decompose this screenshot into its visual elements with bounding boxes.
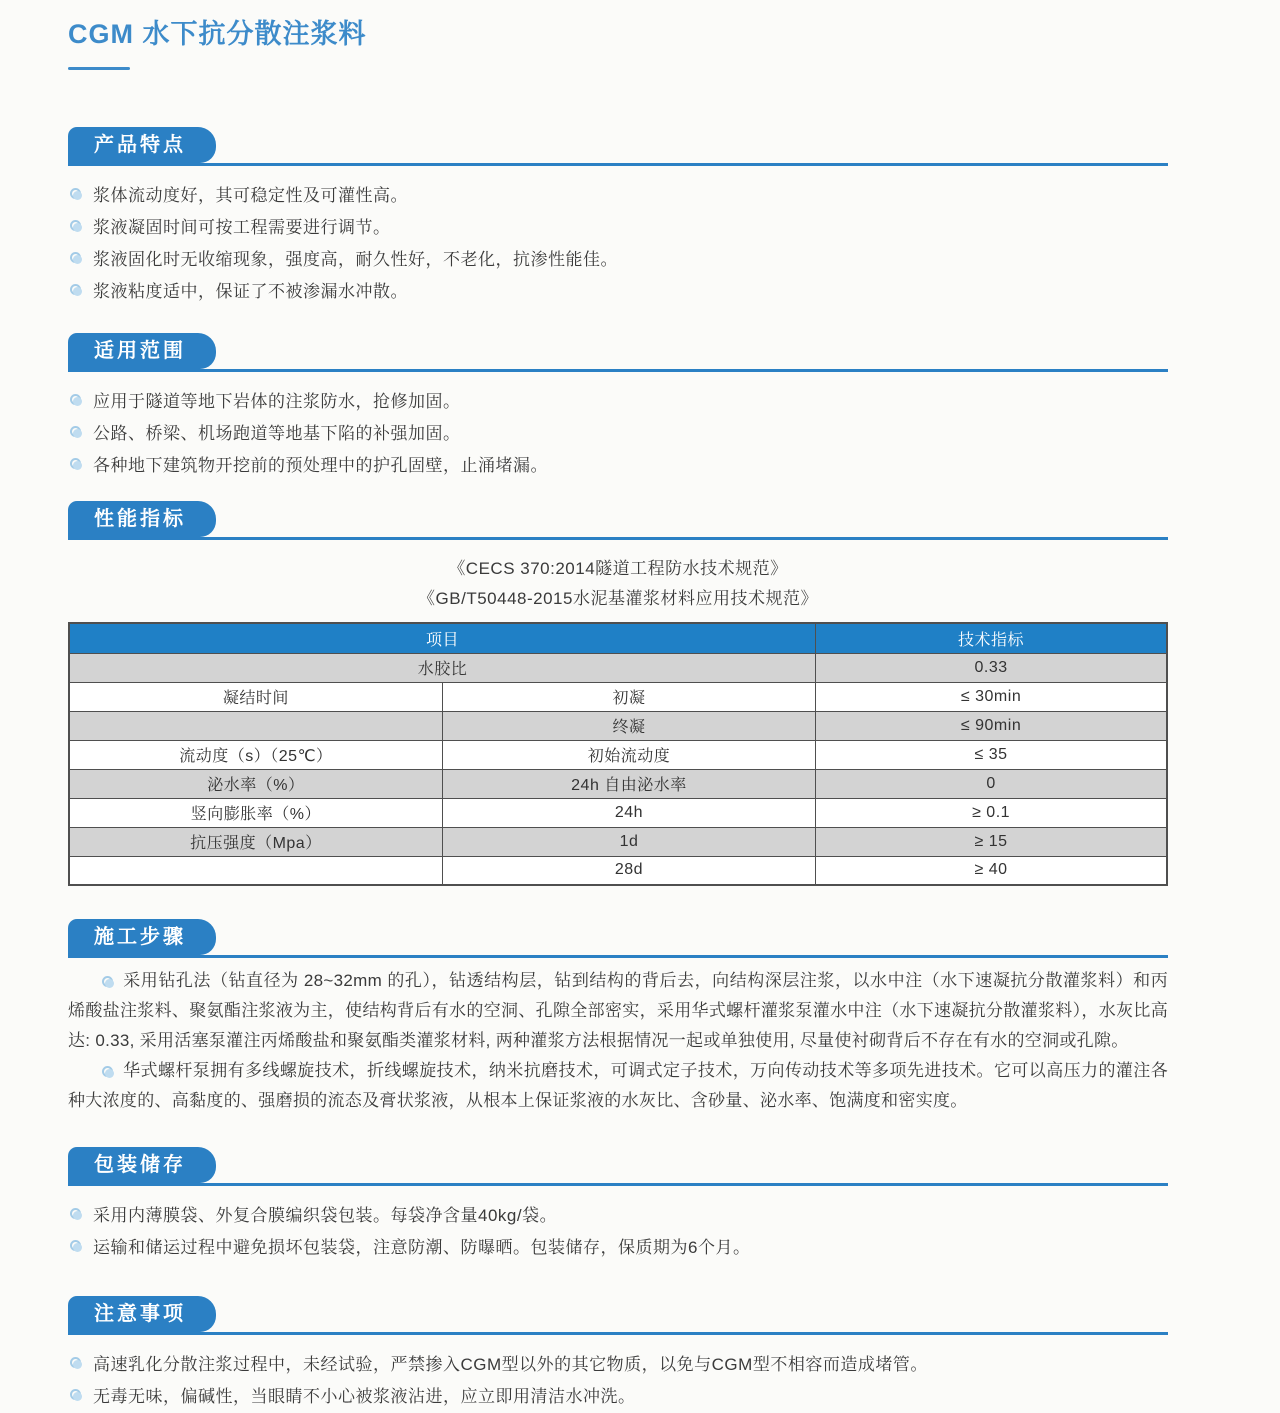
steps-paragraph [68,966,1168,1056]
bullet-icon [102,1066,113,1077]
table-cell: 抗压强度（Mpa） [69,827,442,856]
table-row [69,798,1167,827]
section-header-performance [68,501,1168,540]
bullet-icon [102,976,113,987]
steps-paragraph [68,1056,1168,1116]
bullet-icon [70,426,81,437]
section-heading: 产品特点 [94,134,186,156]
table-header-cell: 技术指标 [816,623,1167,653]
bullet-icon [70,284,81,295]
list-item-text: 浆液固化时无收缩现象，强度高，耐久性好，不老化，抗渗性能佳。 [93,250,618,269]
section-tab-notes [68,1296,216,1332]
table-cell: 终凝 [442,711,815,740]
section-heading: 施工步骤 [94,926,186,948]
table-cell [69,856,442,885]
list-item-text: 采用内薄膜袋、外复合膜编织袋包装。每袋净含量40kg/袋。 [93,1206,558,1225]
standards-references [68,554,1168,614]
datasheet-page [68,0,1168,1413]
list-item [68,276,1168,308]
table-row [69,740,1167,769]
table-header-cell: 项目 [69,623,816,653]
table-header-row [69,623,1167,653]
steps-paragraphs [68,966,1168,1116]
table-cell: 初凝 [442,682,815,711]
section-heading: 适用范围 [94,340,186,362]
scope-list [68,386,1168,482]
table-cell: ≤ 90min [816,711,1167,740]
features-list [68,180,1168,308]
section-header-packaging [68,1147,1168,1186]
table-cell: 24h 自由泌水率 [442,769,815,798]
table-row [69,653,1167,682]
packaging-list [68,1200,1168,1264]
table-cell: ≥ 0.1 [816,798,1167,827]
list-item [68,418,1168,450]
bullet-icon [70,252,81,263]
list-item-text: 浆体流动度好，其可稳定性及可灌性高。 [93,186,408,205]
section-header-notes [68,1296,1168,1335]
list-item [68,244,1168,276]
title-underline [68,67,130,70]
section-tab-scope [68,333,216,369]
list-item [68,1381,1168,1413]
list-item-text: 浆液凝固时间可按工程需要进行调节。 [93,218,391,237]
table-row [69,856,1167,885]
list-item [68,180,1168,212]
bullet-icon [70,220,81,231]
bullet-icon [70,1208,81,1219]
table-cell: 初始流动度 [442,740,815,769]
paragraph-text: 华式螺杆泵拥有多线螺旋技术，折线螺旋技术，纳米抗磨技术，可调式定子技术，万向传动技术等多项先进技术。它可以高压力的灌注各种大浓度的、高黏度的、强磨损的流态及膏状浆液，从根本上保证浆液的水灰比、含砂量、泌水率、饱满度和密实度。 [68,1061,1168,1110]
section-header-features [68,127,1168,166]
table-cell: 流动度（s）（25℃） [69,740,442,769]
bullet-icon [70,458,81,469]
list-item-text: 高速乳化分散注浆过程中，未经试验，严禁掺入CGM型以外的其它物质，以免与CGM型不相容而造成堵管。 [93,1355,928,1374]
notes-list [68,1349,1168,1413]
bullet-icon [70,1240,81,1251]
list-item [68,450,1168,482]
list-item [68,1200,1168,1232]
table-cell: ≤ 30min [816,682,1167,711]
bullet-icon [70,1389,81,1400]
table-cell: ≥ 40 [816,856,1167,885]
standard-reference: 《CECS 370:2014隧道工程防水技术规范》 [448,559,788,578]
bullet-icon [70,1357,81,1368]
table-cell: ≤ 35 [816,740,1167,769]
table-cell: 24h [442,798,815,827]
section-heading: 性能指标 [94,508,186,530]
list-item-text: 公路、桥梁、机场跑道等地基下陷的补强加固。 [93,424,461,443]
list-item [68,1232,1168,1264]
bullet-icon [70,188,81,199]
section-heading: 包装储存 [94,1154,186,1176]
table-cell: 28d [442,856,815,885]
list-item-text: 运输和储运过程中避免损坏包装袋，注意防潮、防曝晒。包装储存，保质期为6个月。 [93,1238,751,1257]
table-cell: 0.33 [816,653,1167,682]
list-item [68,1349,1168,1381]
table-cell: 竖向膨胀率（%） [69,798,442,827]
section-tab-features [68,127,216,163]
section-tab-performance [68,501,216,537]
section-tab-steps [68,919,216,955]
table-row [69,769,1167,798]
bullet-icon [70,394,81,405]
list-item-text: 无毒无味，偏碱性，当眼睛不小心被浆液沾进，应立即用清洁水冲洗。 [93,1387,636,1406]
table-cell: ≥ 15 [816,827,1167,856]
page-title: CGM 水下抗分散注浆料 [68,19,367,49]
list-item [68,386,1168,418]
table-cell: 0 [816,769,1167,798]
section-header-scope [68,333,1168,372]
section-heading: 注意事项 [94,1303,186,1325]
table-cell: 泌水率（%） [69,769,442,798]
section-header-steps [68,919,1168,958]
table-cell: 水胶比 [69,653,816,682]
paragraph-text: 采用钻孔法（钻直径为 28~32mm 的孔），钻透结构层，钻到结构的背后去，向结构深层注浆，以水中注（水下速凝抗分散灌浆料）和丙烯酸盐注浆料、聚氨酯注浆液为主，使结构背后有水的空洞、孔隙全部密实，采用华式螺杆灌浆泵灌水中注（水下速凝抗分散灌浆料），水灰比高达: 0.33, 采用活塞泵灌注丙烯酸盐和聚氨酯类灌浆材料, 两种灌浆方法根据情况一起或单独使用, 尽量使衬砌背后不存在有水的空洞或孔隙。 [68,971,1168,1050]
list-item [68,212,1168,244]
table-cell [69,711,442,740]
list-item-text: 应用于隧道等地下岩体的注浆防水，抢修加固。 [93,392,461,411]
table-row [69,711,1167,740]
performance-table [68,622,1168,886]
section-tab-packaging [68,1147,216,1183]
standard-reference: 《GB/T50448-2015水泥基灌浆材料应用技术规范》 [418,589,818,608]
table-row [69,682,1167,711]
table-cell: 1d [442,827,815,856]
table-row [69,827,1167,856]
list-item-text: 浆液粘度适中，保证了不被渗漏水冲散。 [93,282,408,301]
table-cell: 凝结时间 [69,682,442,711]
list-item-text: 各种地下建筑物开挖前的预处理中的护孔固壁，止涌堵漏。 [93,456,548,475]
